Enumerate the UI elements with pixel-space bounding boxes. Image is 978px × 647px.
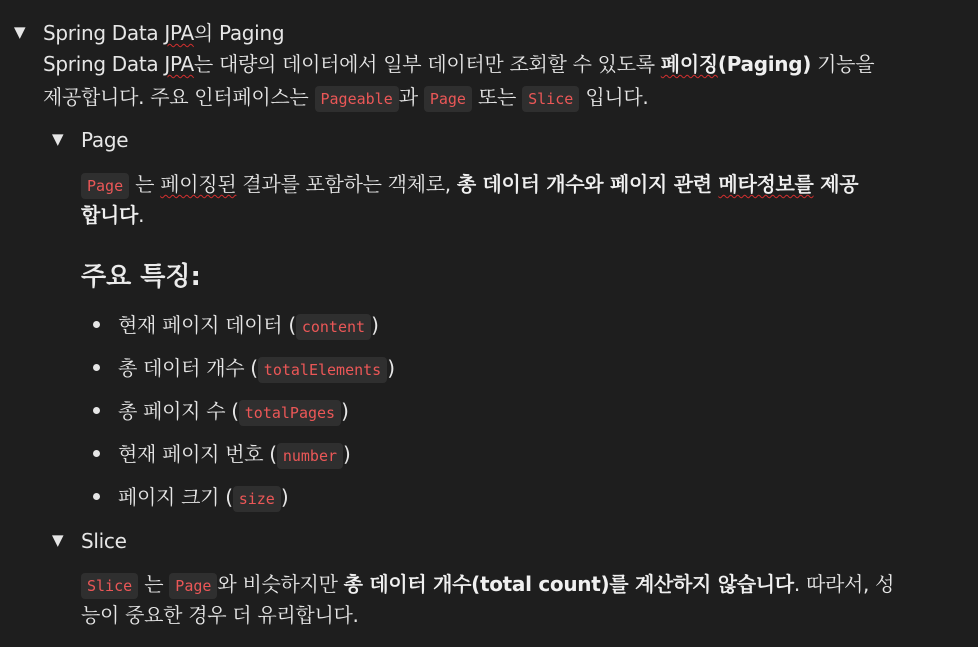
inline-code: content [296,314,371,340]
list-item: 총 데이터 개수 ( totalElements ) [118,352,395,384]
list-item: 현재 페이지 번호 ( number ) [118,438,351,470]
inline-code: totalPages [239,400,341,426]
paragraph-line: Slice 는 Page 와 비슷하지만 총 데이터 개수(total count)를 계산하지 않습니다. 따라서, 성 [81,568,894,600]
toggle-triangle-icon[interactable]: ▼ [14,23,26,41]
bullet-icon [93,407,100,414]
bullet-icon [93,364,100,371]
inline-code: Slice [81,573,138,599]
inline-code: Page [424,86,472,112]
paragraph-line: Spring Data JPA는 대량의 데이터에서 일부 데이터만 조회할 수 있도록 페이징(Paging) 기능을 [43,52,875,76]
toggle-title-paging[interactable]: Spring Data JPA의 Paging [43,21,285,45]
toggle-title-slice[interactable]: Slice [81,529,127,553]
toggle-triangle-icon[interactable]: ▼ [52,531,64,549]
paragraph-line: Page 는 페이징된 결과를 포함하는 객체로, 총 데이터 개수와 페이지 관련 메타정보를 제공 [81,168,858,200]
inline-code: Page [169,573,217,599]
list-item: 현재 페이지 데이터 ( content ) [118,309,379,341]
paragraph-line: 합니다. [81,203,145,227]
list-item: 총 페이지 수 ( totalPages ) [118,395,349,427]
bullet-icon [93,450,100,457]
bullet-icon [93,321,100,328]
section-heading: 주요 특징: [81,262,201,292]
list-item: 페이지 크기 ( size ) [118,481,288,513]
paragraph-line: 제공합니다. 주요 인터페이스는 Pageable 과 Page 또는 Slice 입니다. [43,81,648,113]
bullet-icon [93,493,100,500]
inline-code: totalElements [258,357,387,383]
inline-code: number [277,443,343,469]
inline-code: Page [81,173,129,199]
toggle-title-page[interactable]: Page [81,128,129,152]
inline-code: Pageable [315,86,399,112]
toggle-triangle-icon[interactable]: ▼ [52,130,64,148]
paragraph-line: 능이 중요한 경우 더 유리합니다. [81,603,359,627]
inline-code: Slice [522,86,579,112]
inline-code: size [233,486,281,512]
